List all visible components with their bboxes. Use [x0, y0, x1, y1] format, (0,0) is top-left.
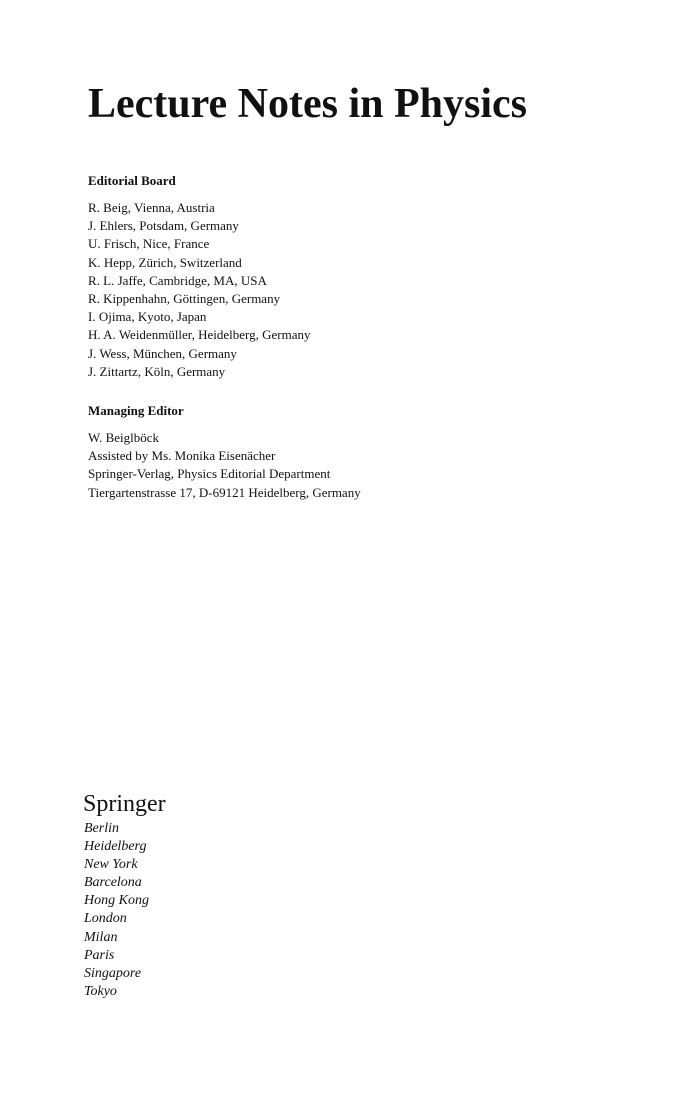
editorial-board [88, 172, 311, 381]
managing-editor-line: Springer-Verlag, Physics Editorial Department [88, 466, 331, 482]
editorial-board-heading: Editorial Board [88, 173, 176, 188]
board-member: R. Beig, Vienna, Austria [88, 200, 215, 215]
board-member: I. Ojima, Kyoto, Japan [88, 309, 207, 325]
publisher-name: Springer [83, 791, 166, 817]
board-member: K. Hepp, Zürich, Switzerland [88, 254, 242, 270]
board-member: U. Frisch, Nice, France [88, 236, 210, 252]
publisher-city: New York [84, 857, 138, 873]
board-member: J. Zittartz, Köln, Germany [88, 363, 226, 379]
managing-editor-line: W. Beiglböck [88, 430, 160, 445]
publisher-city: Heidelberg [84, 839, 147, 855]
publisher-city: Singapore [84, 965, 142, 981]
board-member: R. Kippenhahn, Göttingen, Germany [88, 291, 281, 307]
board-member: J. Ehlers, Potsdam, Germany [88, 218, 239, 234]
publisher-city: Tokyo [84, 983, 117, 999]
publisher-city: Milan [84, 929, 118, 945]
board-member: J. Wess, München, Germany [88, 345, 237, 361]
publisher-city: Berlin [84, 821, 119, 836]
managing-editor-line: Tiergartenstrasse 17, D-69121 Heidelberg, Germany [88, 484, 361, 500]
publisher-city: Barcelona [84, 875, 142, 891]
board-member: R. L. Jaffe, Cambridge, MA, USA [88, 272, 267, 288]
page-title: Lecture Notes in Physics [88, 81, 528, 127]
publisher-city: London [84, 911, 127, 927]
publisher-city: Paris [84, 947, 115, 963]
publisher-imprint [83, 788, 166, 1001]
managing-editor [88, 402, 361, 502]
managing-editor-heading: Managing Editor [88, 403, 184, 418]
managing-editor-line: Assisted by Ms. Monika Eisenächer [88, 448, 276, 464]
board-member: H. A. Weidenmüller, Heidelberg, Germany [88, 327, 311, 343]
publisher-city: Hong Kong [84, 893, 149, 909]
